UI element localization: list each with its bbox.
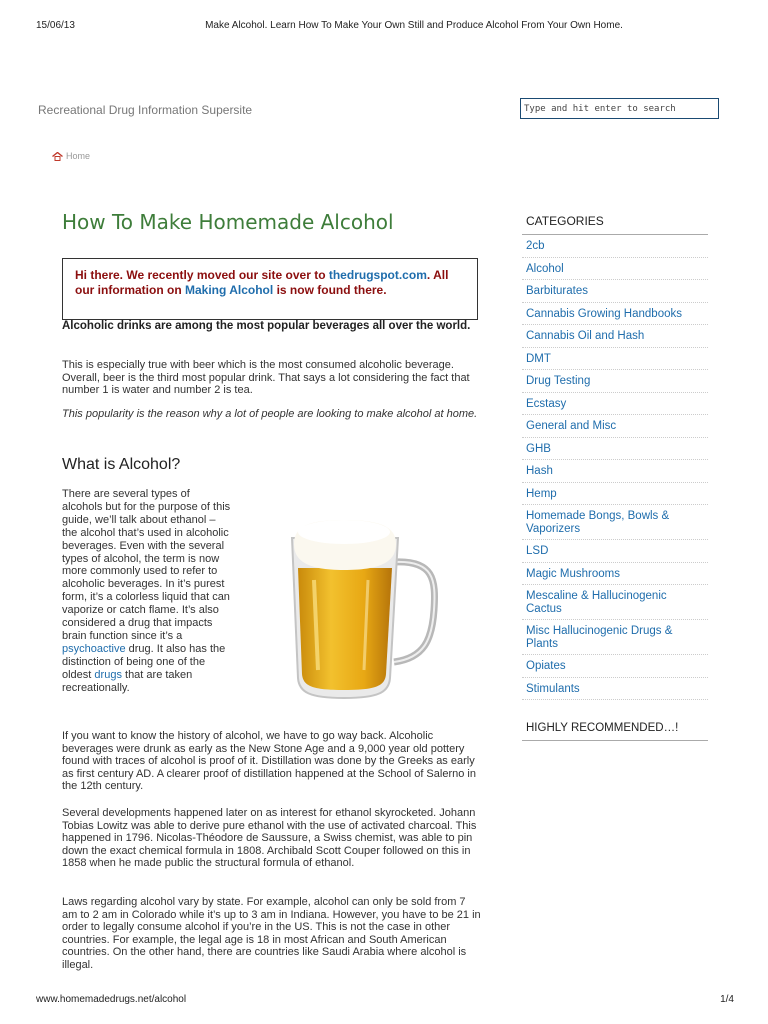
- category-item[interactable]: Homemade Bongs, Bowls & Vaporizers: [522, 505, 708, 540]
- category-item[interactable]: Mescaline & Hallucinogenic Cactus: [522, 585, 708, 620]
- alcohol-types-text-c: that are taken recreationally.: [62, 668, 193, 694]
- notice-text-1: Hi there. We recently moved our site over to: [75, 268, 329, 282]
- notice-text-2: . All our information on: [75, 268, 449, 297]
- paragraph-laws: Laws regarding alcohol vary by state. For example, alcohol can only be sold from 7 am to 2 am in Colorado while it’s up to 3 am in Indiana. However, you have to be 21 in order to legally consume alcohol if you’re in the US. This is not the case in other countries. For example, the legal age is 18 in most African and South American countries. On the other hand, there are countries like Saudi Arabia where alcohol is illegal.: [62, 896, 481, 971]
- category-item[interactable]: Alcohol: [522, 258, 708, 281]
- category-item[interactable]: Cannabis Growing Handbooks: [522, 303, 708, 326]
- categories-heading: CATEGORIES: [522, 214, 708, 235]
- print-page-number: 1/4: [720, 994, 734, 1005]
- paragraph-beer: This is especially true with beer which is the most consumed alcoholic beverage. Overall, beer is the third most popular drink. That says a lot considering the fact that number 1 is water and number 2 is tea.: [62, 359, 470, 396]
- category-item[interactable]: Opiates: [522, 655, 708, 678]
- print-date: 15/06/13: [36, 20, 75, 31]
- article-title: How To Make Homemade Alcohol: [62, 210, 394, 234]
- alcohol-types-text-a: There are several types of alcohols but for the purpose of this guide, we’ll talk about ethanol – the alcohol that’s used in alcoholic beverages. Even with the several types of alcohol, the term is now more commonly used to refer to alcoholic beverages. In it’s purest form, it’s a colorless liquid that can vaporize or catch flame. It’s also considered a drug that impacts brain function since it’s a: [62, 488, 231, 642]
- moved-notice: [62, 258, 478, 320]
- categories-list: [522, 235, 708, 700]
- category-item[interactable]: Hash: [522, 460, 708, 483]
- category-item[interactable]: 2cb: [522, 235, 708, 258]
- category-item[interactable]: General and Misc: [522, 415, 708, 438]
- paragraph-popularity: This popularity is the reason why a lot of people are looking to make alcohol at home.: [62, 408, 478, 420]
- category-item[interactable]: Drug Testing: [522, 370, 708, 393]
- sidebar: [522, 214, 708, 741]
- recommended-heading: HIGHLY RECOMMENDED…!: [522, 722, 708, 741]
- beer-mug-image: [284, 510, 444, 702]
- making-alcohol-link[interactable]: Making Alcohol: [185, 283, 274, 297]
- breadcrumb-home[interactable]: Home: [66, 151, 91, 161]
- search-input[interactable]: [520, 98, 719, 119]
- category-item[interactable]: Cannabis Oil and Hash: [522, 325, 708, 348]
- site-name[interactable]: Recreational Drug Information Supersite: [38, 103, 253, 117]
- category-item[interactable]: Hemp: [522, 483, 708, 506]
- paragraph-history: If you want to know the history of alcohol, we have to go way back. Alcoholic beverages were drunk as early as the New Stone Age and a 9,000 year old pottery found with traces of alcohol is proof of it. Distillation was done by the Greeks as early as first century AD. A clearer proof of distillation happened at the School of Salerno in the 12th century.: [62, 730, 476, 793]
- category-item[interactable]: Stimulants: [522, 678, 708, 701]
- section-heading-what-is-alcohol: What is Alcohol?: [62, 456, 181, 473]
- breadcrumb[interactable]: [52, 151, 90, 161]
- drugs-link[interactable]: drugs: [94, 668, 122, 681]
- category-item[interactable]: Ecstasy: [522, 393, 708, 416]
- category-item[interactable]: DMT: [522, 348, 708, 371]
- category-item[interactable]: Magic Mushrooms: [522, 563, 708, 586]
- notice-text-3: is now found there.: [273, 283, 387, 297]
- article: [62, 210, 482, 971]
- print-url: www.homemadedrugs.net/alcohol: [36, 994, 187, 1005]
- alcohol-types-text-b: drug. It also has the distinction of being one of the oldest: [62, 642, 226, 681]
- category-item[interactable]: GHB: [522, 438, 708, 461]
- category-item[interactable]: Barbiturates: [522, 280, 708, 303]
- category-item[interactable]: Misc Hallucinogenic Drugs & Plants: [522, 620, 708, 655]
- category-item[interactable]: LSD: [522, 540, 708, 563]
- lead-paragraph: Alcoholic drinks are among the most popular beverages all over the world.: [62, 320, 471, 332]
- print-title: Make Alcohol. Learn How To Make Your Own Still and Produce Alcohol From Your Own Home.: [205, 20, 623, 31]
- thedrugspot-link[interactable]: thedrugspot.com: [328, 268, 427, 282]
- home-icon: [52, 152, 63, 161]
- paragraph-alcohol-types: [62, 488, 232, 695]
- psychoactive-link[interactable]: psychoactive: [62, 642, 126, 655]
- paragraph-developments: Several developments happened later on as interest for ethanol skyrocketed. Johann Tobias Lowitz was able to derive pure ethanol with the use of activated charcoal. This happened in 1796. Nicolas-Théodore de Saussure, a Swiss chemist, was able to pin down the exact chemical formula in 1808. Archibald Scott Couper followed on this in 1858 when he made public the structural formula of ethanol.: [62, 807, 477, 870]
